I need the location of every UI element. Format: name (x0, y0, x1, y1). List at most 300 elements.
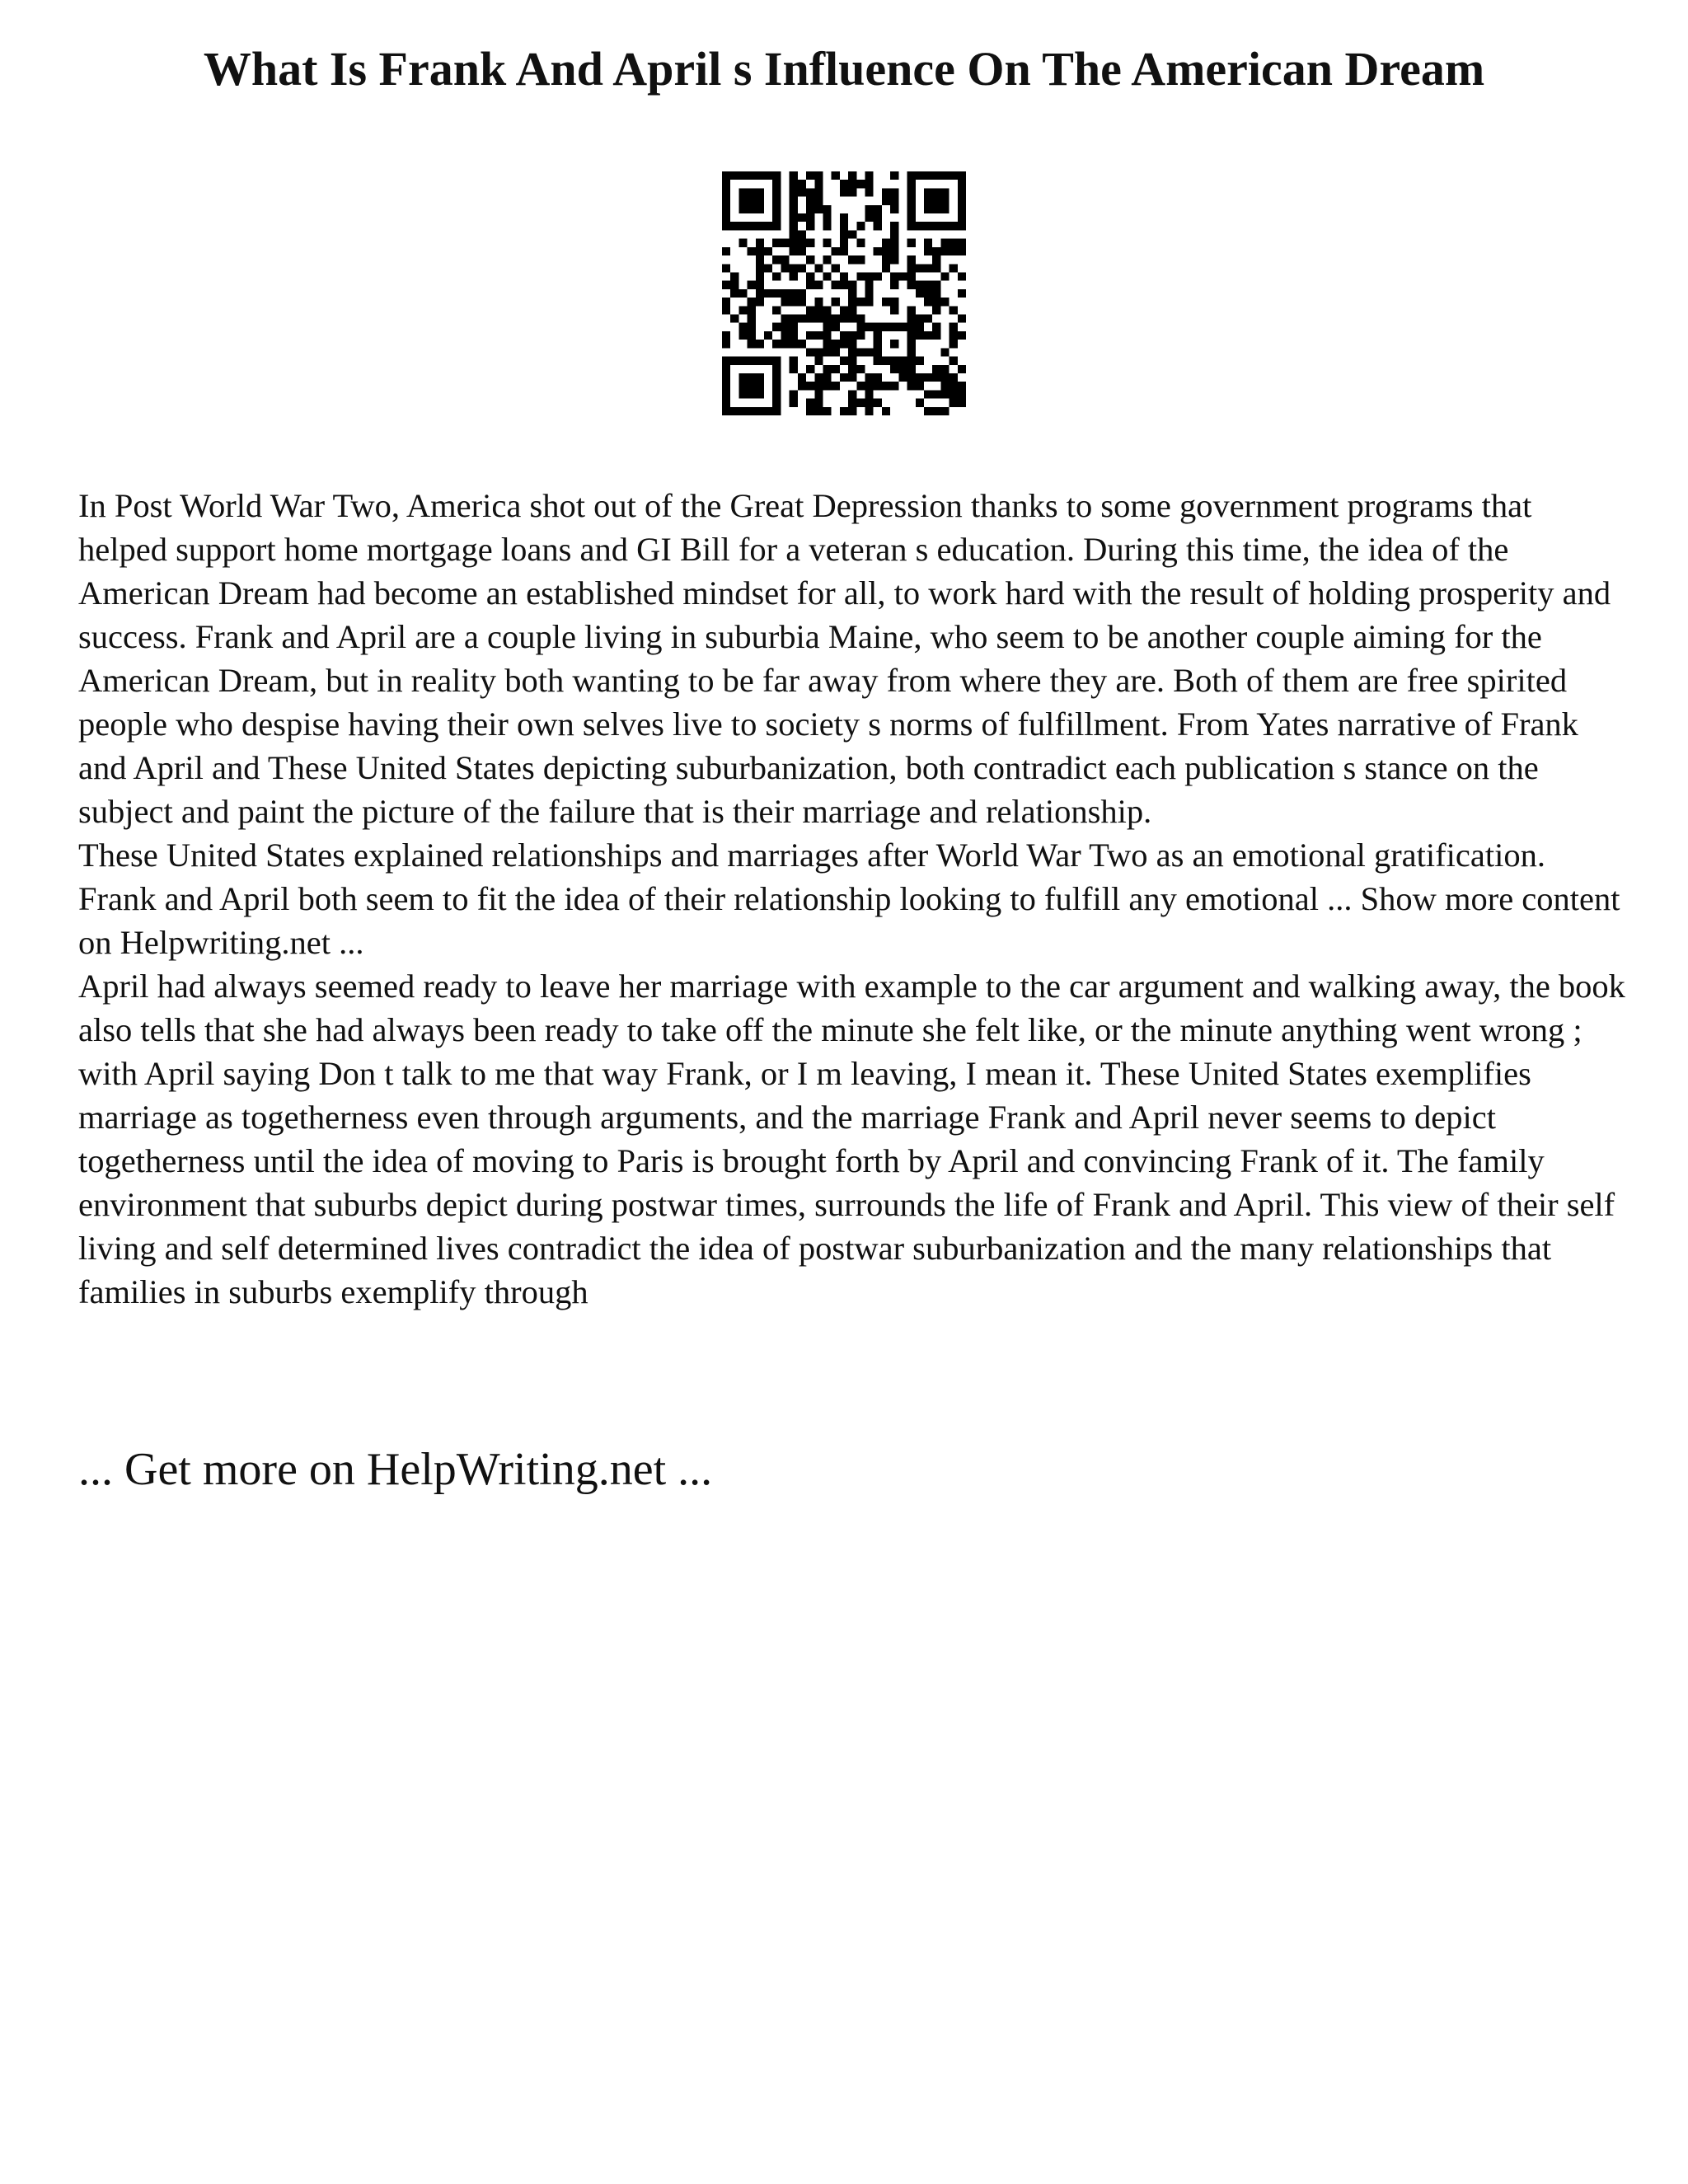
qr-module (823, 373, 831, 382)
qr-module (958, 272, 966, 280)
qr-module (764, 289, 772, 298)
qr-module (950, 399, 958, 407)
qr-module (814, 357, 823, 365)
qr-module (738, 323, 747, 331)
qr-module (856, 365, 865, 373)
qr-module (932, 197, 940, 205)
qr-module (790, 399, 798, 407)
qr-module (722, 306, 730, 314)
body-paragraph-2: These United States explained relationships and marriages after World War Two as an emotional gratification. Frank and April both seem to fit the idea of their relationship looking to fulfill any emotional ... Show more content on Helpwriting.net ... (78, 837, 1620, 961)
qr-module (823, 407, 831, 415)
qr-module (798, 239, 806, 247)
qr-module (924, 171, 932, 180)
qr-module (798, 373, 806, 382)
qr-module (748, 331, 756, 340)
qr-module (772, 205, 781, 213)
qr-module (790, 272, 798, 280)
qr-module (924, 197, 932, 205)
qr-module (890, 306, 898, 314)
qr-module (832, 323, 840, 331)
qr-module (756, 264, 764, 272)
qr-module (840, 180, 848, 188)
qr-module (832, 171, 840, 180)
qr-module (748, 281, 756, 289)
qr-module (932, 222, 940, 230)
qr-module (840, 188, 848, 196)
qr-module (907, 348, 916, 356)
qr-module (772, 213, 781, 222)
qr-module (890, 365, 898, 373)
qr-module (840, 230, 848, 238)
qr-module (722, 407, 730, 415)
qr-module (916, 399, 924, 407)
qr-module (840, 213, 848, 222)
qr-module (916, 171, 924, 180)
qr-module (798, 264, 806, 272)
qr-module (748, 197, 756, 205)
qr-module (772, 390, 781, 398)
qr-module (856, 348, 865, 356)
qr-module (848, 331, 856, 340)
qr-module (865, 281, 874, 289)
qr-module (756, 340, 764, 348)
qr-module (932, 205, 940, 213)
qr-module (806, 306, 814, 314)
qr-module (814, 390, 823, 398)
qr-module (781, 298, 789, 306)
qr-module (806, 348, 814, 356)
qr-module (832, 348, 840, 356)
qr-module (823, 315, 831, 323)
qr-module (790, 222, 798, 230)
qr-module (932, 373, 940, 382)
qr-module (950, 222, 958, 230)
qr-module (748, 323, 756, 331)
qr-module (772, 171, 781, 180)
qr-module (882, 357, 890, 365)
qr-module (856, 399, 865, 407)
qr-module (738, 331, 747, 340)
qr-code-graphic (722, 171, 966, 415)
qr-module (865, 390, 874, 398)
qr-module (756, 289, 764, 298)
qr-module (756, 272, 764, 280)
qr-module (916, 264, 924, 272)
qr-module (874, 331, 882, 340)
qr-module (798, 247, 806, 255)
qr-module (882, 247, 890, 255)
qr-module (932, 298, 940, 306)
qr-module (932, 247, 940, 255)
get-more-link[interactable]: ... Get more on HelpWriting.net ... (78, 1444, 713, 1495)
qr-module (798, 188, 806, 196)
qr-module (738, 205, 747, 213)
qr-module (756, 407, 764, 415)
qr-module (916, 281, 924, 289)
qr-module (806, 255, 814, 264)
qr-module (916, 222, 924, 230)
qr-module (722, 390, 730, 398)
qr-module (882, 382, 890, 390)
qr-module (772, 407, 781, 415)
qr-module (950, 171, 958, 180)
qr-module (840, 247, 848, 255)
qr-module (832, 264, 840, 272)
qr-module (722, 213, 730, 222)
qr-module (772, 272, 781, 280)
qr-module (840, 272, 848, 280)
qr-module (924, 222, 932, 230)
qr-module (814, 180, 823, 188)
qr-module (958, 399, 966, 407)
qr-module (940, 197, 949, 205)
qr-module (916, 373, 924, 382)
qr-module (882, 188, 890, 196)
qr-module (781, 255, 789, 264)
qr-module (840, 407, 848, 415)
qr-module (940, 365, 949, 373)
qr-module (932, 323, 940, 331)
qr-module (907, 188, 916, 196)
qr-module (738, 289, 747, 298)
qr-module (764, 331, 772, 340)
qr-module (916, 323, 924, 331)
qr-module (940, 222, 949, 230)
qr-module (764, 357, 772, 365)
qr-module (848, 399, 856, 407)
qr-module (764, 247, 772, 255)
qr-module (890, 323, 898, 331)
qr-module (790, 230, 798, 238)
qr-module (958, 222, 966, 230)
qr-module (772, 357, 781, 365)
qr-module (874, 272, 882, 280)
qr-module (764, 264, 772, 272)
qr-module (907, 205, 916, 213)
qr-module (840, 239, 848, 247)
qr-module (748, 340, 756, 348)
qr-module (890, 205, 898, 213)
qr-module (730, 222, 738, 230)
qr-module (924, 205, 932, 213)
qr-module (907, 180, 916, 188)
qr-module (738, 188, 747, 196)
qr-module (898, 365, 907, 373)
qr-module (950, 239, 958, 247)
qr-module (907, 357, 916, 365)
qr-module (890, 230, 898, 238)
qr-module (865, 289, 874, 298)
qr-module (738, 373, 747, 382)
qr-module (924, 373, 932, 382)
qr-module (722, 365, 730, 373)
qr-module (940, 298, 949, 306)
qr-module (950, 323, 958, 331)
qr-module (848, 289, 856, 298)
qr-module (874, 222, 882, 230)
qr-module (722, 197, 730, 205)
qr-module (874, 340, 882, 348)
qr-module (772, 399, 781, 407)
qr-module (882, 255, 890, 264)
qr-module (907, 323, 916, 331)
qr-module (890, 357, 898, 365)
qr-module (940, 205, 949, 213)
qr-module (916, 357, 924, 365)
qr-module (832, 281, 840, 289)
qr-module (756, 298, 764, 306)
qr-module (722, 382, 730, 390)
qr-module (790, 289, 798, 298)
qr-module (907, 373, 916, 382)
qr-module (722, 281, 730, 289)
qr-module (932, 407, 940, 415)
qr-module (790, 213, 798, 222)
qr-module (898, 323, 907, 331)
qr-module (730, 281, 738, 289)
qr-module (890, 340, 898, 348)
qr-module (781, 323, 789, 331)
qr-module (940, 407, 949, 415)
qr-module (806, 205, 814, 213)
qr-module (890, 281, 898, 289)
qr-module (823, 239, 831, 247)
qr-module (940, 171, 949, 180)
qr-module (806, 407, 814, 415)
qr-module (848, 306, 856, 314)
qr-module (848, 357, 856, 365)
qr-module (874, 205, 882, 213)
qr-module (848, 230, 856, 238)
qr-module (840, 281, 848, 289)
qr-module (722, 357, 730, 365)
qr-module (940, 188, 949, 196)
qr-module (738, 306, 747, 314)
qr-module (756, 357, 764, 365)
qr-module (781, 239, 789, 247)
qr-module (730, 272, 738, 280)
qr-module (730, 357, 738, 365)
qr-module (958, 197, 966, 205)
qr-module (772, 306, 781, 314)
qr-module (856, 222, 865, 230)
qr-module (848, 298, 856, 306)
qr-module (823, 272, 831, 280)
qr-module (874, 373, 882, 382)
qr-module (958, 315, 966, 323)
qr-module (907, 272, 916, 280)
qr-module (722, 264, 730, 272)
qr-module (756, 239, 764, 247)
qr-module (814, 298, 823, 306)
qr-module (907, 315, 916, 323)
qr-module (865, 407, 874, 415)
qr-module (730, 289, 738, 298)
qr-module (806, 213, 814, 222)
qr-module (856, 239, 865, 247)
qr-module (898, 272, 907, 280)
qr-module (790, 264, 798, 272)
qr-module (722, 399, 730, 407)
qr-module (781, 315, 789, 323)
qr-module (874, 357, 882, 365)
qr-module (907, 340, 916, 348)
qr-module (832, 315, 840, 323)
qr-module (924, 289, 932, 298)
qr-module (890, 197, 898, 205)
qr-module (890, 239, 898, 247)
qr-module (823, 306, 831, 314)
qr-module (798, 340, 806, 348)
qr-module (722, 171, 730, 180)
qr-module (832, 340, 840, 348)
qr-module (806, 197, 814, 205)
qr-module (772, 255, 781, 264)
qr-module (950, 264, 958, 272)
qr-module (856, 272, 865, 280)
qr-module (772, 239, 781, 247)
qr-module (848, 281, 856, 289)
qr-module (823, 213, 831, 222)
qr-module (916, 315, 924, 323)
qr-module (790, 188, 798, 196)
qr-module (924, 315, 932, 323)
qr-module (806, 331, 814, 340)
qr-module (772, 180, 781, 188)
qr-module (823, 222, 831, 230)
qr-module (814, 264, 823, 272)
qr-module (756, 390, 764, 398)
qr-module (924, 390, 932, 398)
qr-module (924, 281, 932, 289)
qr-module (772, 289, 781, 298)
qr-module (756, 188, 764, 196)
qr-module (738, 407, 747, 415)
qr-module (772, 365, 781, 373)
qr-module (940, 239, 949, 247)
qr-module (924, 298, 932, 306)
qr-module (823, 331, 831, 340)
qr-module (874, 247, 882, 255)
qr-module (764, 171, 772, 180)
qr-module (814, 348, 823, 356)
qr-module (722, 180, 730, 188)
qr-module (940, 348, 949, 356)
qr-module (958, 188, 966, 196)
qr-module (958, 213, 966, 222)
qr-module (748, 373, 756, 382)
qr-module (932, 306, 940, 314)
qr-module (756, 171, 764, 180)
qr-module (781, 289, 789, 298)
qr-module (907, 281, 916, 289)
qr-module (840, 315, 848, 323)
qr-module (882, 407, 890, 415)
qr-module (790, 340, 798, 348)
qr-module (722, 188, 730, 196)
qr-module (958, 382, 966, 390)
qr-module (924, 407, 932, 415)
qr-module (814, 331, 823, 340)
qr-module (748, 171, 756, 180)
qr-module (916, 382, 924, 390)
qr-module (848, 188, 856, 196)
qr-module (950, 306, 958, 314)
qr-module (814, 197, 823, 205)
qr-module (924, 331, 932, 340)
qr-module (764, 222, 772, 230)
qr-module (950, 357, 958, 365)
body-paragraph-3: April had always seemed ready to leave her marriage with example to the car argument and walking away, the book also tells that she had always been ready to take off the minute she felt like, or the minute anything went wrong ; with April saying Don t talk to me that way Frank, or I m leaving, I mean it. These United States exemplifies marriage as togetherness even through arguments, and the marriage Frank and April never seems to depict togetherness until the idea of moving to Paris is brought forth by April and convincing Frank of it. The family environment that suburbs depict during postwar times, surrounds the life of Frank and April. This view of their self living and self determined lives contradict the idea of postwar suburbanization and the many relationships that families in suburbs exemplify through (78, 968, 1625, 1310)
qr-module (798, 213, 806, 222)
qr-module (738, 197, 747, 205)
qr-module (764, 407, 772, 415)
qr-module (756, 382, 764, 390)
qr-module (932, 289, 940, 298)
qr-module (865, 205, 874, 213)
qr-module (907, 264, 916, 272)
qr-module (790, 390, 798, 398)
qr-module (832, 365, 840, 373)
qr-module (874, 213, 882, 222)
qr-module (722, 373, 730, 382)
qr-module (940, 382, 949, 390)
qr-module (865, 213, 874, 222)
qr-module (890, 222, 898, 230)
qr-module (890, 298, 898, 306)
qr-module (907, 331, 916, 340)
qr-module (814, 315, 823, 323)
qr-module (790, 323, 798, 331)
qr-module (890, 382, 898, 390)
qr-module (738, 357, 747, 365)
qr-module (856, 255, 865, 264)
qr-module (790, 205, 798, 213)
qr-module (748, 306, 756, 314)
document-title: What Is Frank And April s Influence On The American Dream (203, 42, 1485, 96)
qr-module (814, 188, 823, 196)
qr-module (890, 188, 898, 196)
qr-module (865, 323, 874, 331)
qr-module (924, 188, 932, 196)
qr-module (748, 407, 756, 415)
qr-module (958, 390, 966, 398)
qr-module (848, 171, 856, 180)
qr-module (848, 348, 856, 356)
qr-module (882, 197, 890, 205)
qr-module (856, 382, 865, 390)
qr-module (848, 180, 856, 188)
qr-module (806, 382, 814, 390)
qr-module (756, 255, 764, 264)
qr-module (856, 323, 865, 331)
qr-module (814, 281, 823, 289)
qr-module (790, 180, 798, 188)
qr-module (790, 171, 798, 180)
qr-module (790, 197, 798, 205)
qr-module (781, 264, 789, 272)
qr-module (790, 315, 798, 323)
qr-module (856, 315, 865, 323)
qr-module (865, 188, 874, 196)
qr-module (756, 373, 764, 382)
qr-module (932, 171, 940, 180)
qr-module (865, 348, 874, 356)
qr-module (932, 188, 940, 196)
qr-module (790, 239, 798, 247)
body-paragraph-1: In Post World War Two, America shot out of the Great Depression thanks to some government programs that helped support home mortgage loans and GI Bill for a veteran s education. During this time, the idea of the American Dream had become an established mindset for all, to work hard with the result of holding prosperity and success. Frank and April are a couple living in suburbia Maine, who seem to be another couple aiming for the American Dream, but in reality both wanting to be far away from where they are. Both of them are free spirited people who despise having their own selves live to society s norms of fulfillment. From Yates narrative of Frank and April and These United States depicting suburbanization, both contradict each publication s stance on the subject and paint the picture of the failure that is their marriage and relationship. (78, 487, 1611, 830)
qr-module (772, 188, 781, 196)
